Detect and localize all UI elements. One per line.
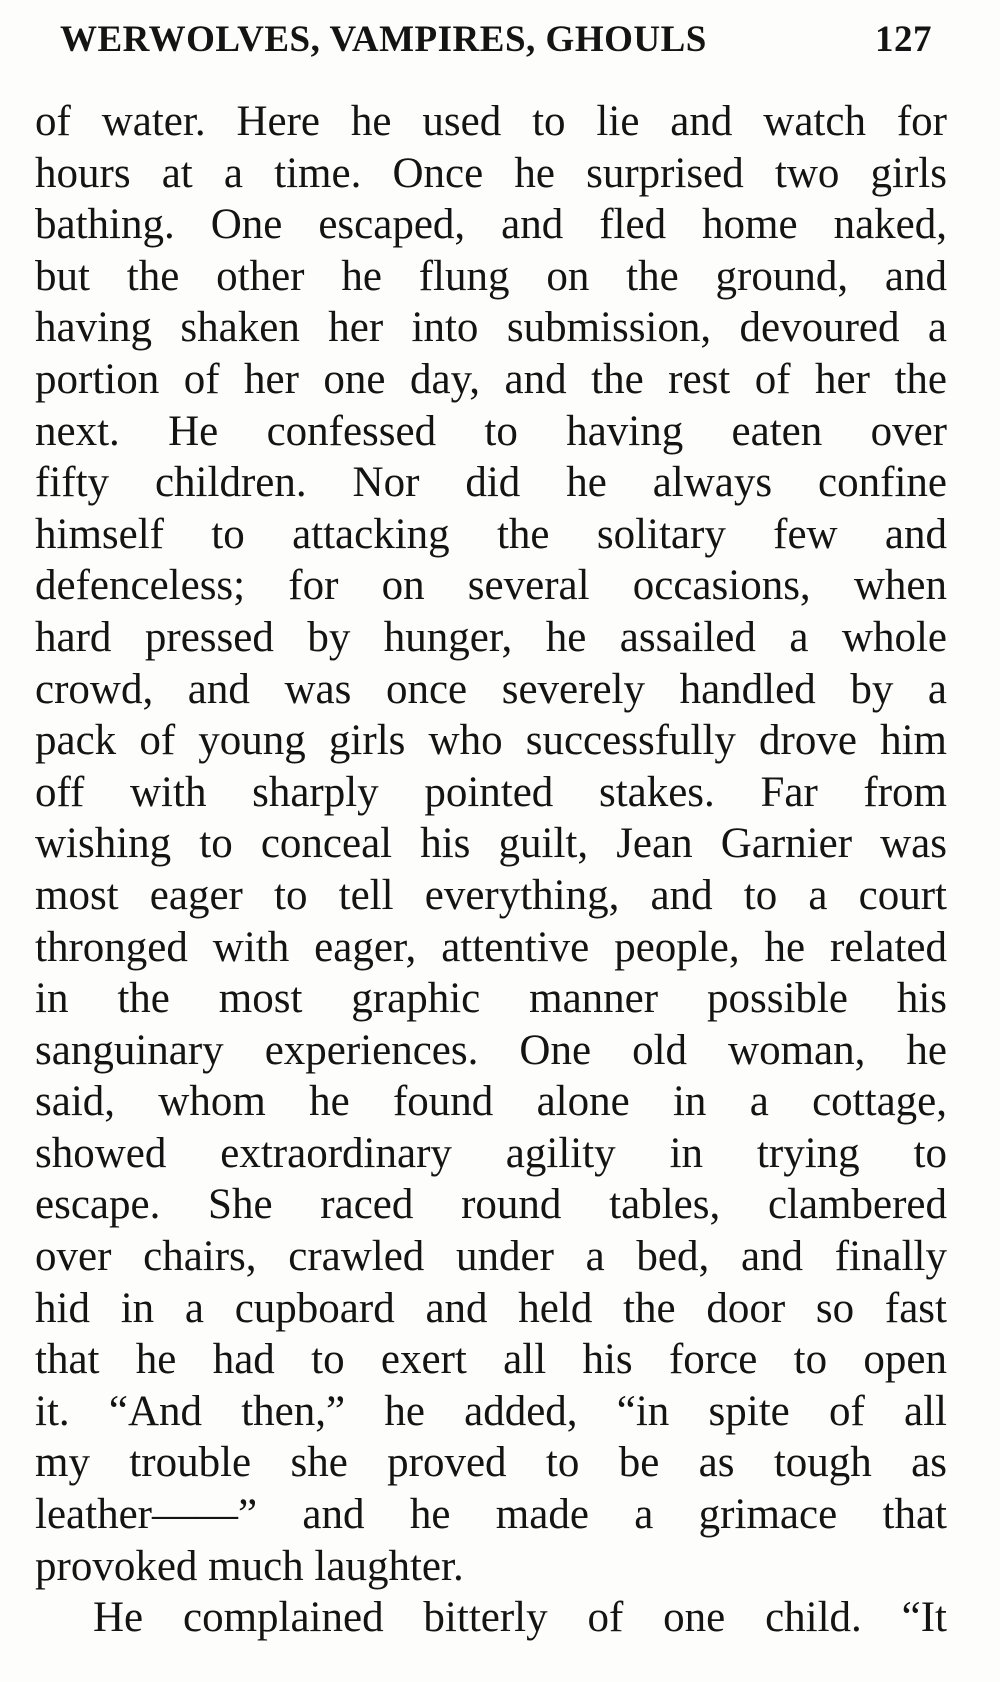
- text-line: it. “And then,” he added, “in spite of all: [35, 1387, 947, 1435]
- text-line: having shaken her into submission, devoured a: [35, 304, 947, 352]
- text-line: but the other he flung on the ground, and: [35, 252, 947, 300]
- paragraph: [35, 1592, 947, 1644]
- text-line: leather——” and he made a grimace that: [35, 1491, 947, 1539]
- text-line: sanguinary experiences. One old woman, he: [35, 1026, 947, 1074]
- body-text: [35, 96, 947, 1644]
- text-line: showed extraordinary agility in trying to: [35, 1129, 947, 1177]
- text-line: my trouble she proved to be as tough as: [35, 1439, 947, 1487]
- text-line: portion of her one day, and the rest of her the: [35, 355, 947, 403]
- text-line: of water. Here he used to lie and watch for: [35, 98, 947, 145]
- page-number: 127: [875, 19, 932, 60]
- text-line: crowd, and was once severely handled by a: [35, 665, 947, 713]
- text-line: bathing. One escaped, and fled home naked,: [35, 201, 947, 249]
- text-line: fifty children. Nor did he always confine: [35, 459, 947, 507]
- text-line: defenceless; for on several occasions, when: [35, 562, 947, 610]
- text-line: escape. She raced round tables, clambered: [35, 1181, 947, 1229]
- text-line: over chairs, crawled under a bed, and finally: [35, 1233, 947, 1281]
- text-line: hid in a cupboard and held the door so fast: [35, 1284, 947, 1332]
- text-line: next. He confessed to having eaten over: [35, 407, 947, 455]
- text-line: hours at a time. Once he surprised two girls: [35, 149, 947, 197]
- text-line: He complained bitterly of one child. “It: [93, 1594, 947, 1642]
- text-line: that he had to exert all his force to open: [35, 1336, 947, 1384]
- running-title: WERWOLVES, VAMPIRES, GHOULS: [60, 19, 707, 60]
- text-line: hard pressed by hunger, he assailed a whole: [35, 613, 947, 661]
- text-line: thronged with eager, attentive people, he related: [35, 923, 947, 971]
- text-line: provoked much laughter.: [35, 1542, 464, 1590]
- text-line: in the most graphic manner possible his: [35, 975, 947, 1023]
- text-line: himself to attacking the solitary few and: [35, 510, 947, 558]
- text-line: wishing to conceal his guilt, Jean Garnier was: [35, 820, 947, 868]
- text-line: said, whom he found alone in a cottage,: [35, 1078, 947, 1126]
- paragraph: [35, 96, 947, 1592]
- text-line: most eager to tell everything, and to a court: [35, 871, 947, 919]
- text-line: pack of young girls who successfully drove him: [35, 717, 947, 765]
- running-head: [52, 18, 940, 68]
- text-line: off with sharply pointed stakes. Far from: [35, 768, 947, 816]
